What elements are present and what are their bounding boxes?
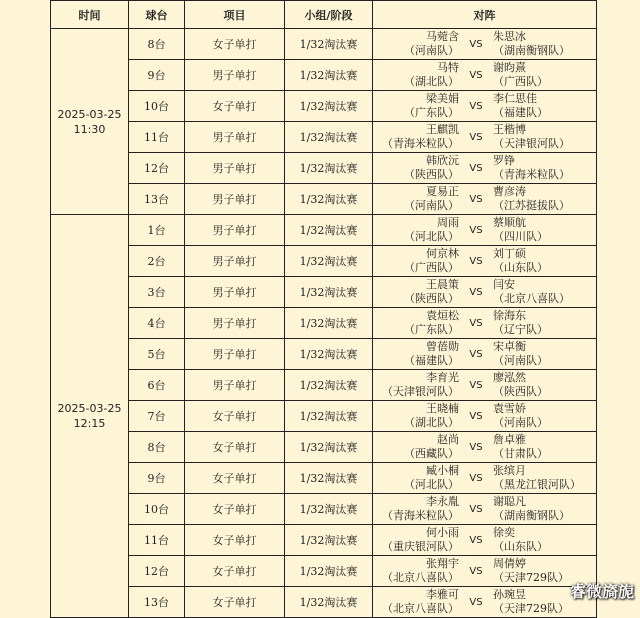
player-1-team: （青海米粒队） — [382, 137, 459, 150]
player-2-team: （甘肃队） — [493, 447, 548, 460]
stage-name: 1/32淘汰赛 — [285, 463, 373, 494]
player-1-name: 王晓楠 — [426, 402, 459, 415]
vs-label: VS — [469, 131, 483, 143]
event-name: 女子单打 — [185, 91, 285, 122]
matchup-cell — [373, 91, 597, 122]
player-2-team: （黑龙江银河队） — [493, 478, 581, 491]
player-2-team: （天津729队） — [493, 571, 569, 584]
matchup-cell — [373, 215, 597, 246]
table-row — [51, 494, 597, 525]
player-2-name: 袁雪娇 — [493, 402, 526, 415]
stage-name: 1/32淘汰赛 — [285, 556, 373, 587]
event-name: 女子单打 — [185, 463, 285, 494]
player-1-name: 李永胤 — [426, 495, 459, 508]
player-2 — [493, 247, 579, 275]
vs-label: VS — [469, 379, 483, 391]
stage-name: 1/32淘汰赛 — [285, 525, 373, 556]
matchup-cell — [373, 339, 597, 370]
matchup-cell — [373, 29, 597, 60]
player-2-team: （湖南衡钢队） — [493, 44, 570, 57]
table-row — [51, 122, 597, 153]
table-number: 12台 — [129, 556, 185, 587]
watermark: 睿微旖旎 — [569, 582, 634, 601]
player-2-team: （山东队） — [493, 540, 548, 553]
player-1 — [373, 123, 459, 151]
table-number: 3台 — [129, 277, 185, 308]
player-2 — [493, 526, 579, 554]
player-2-name: 王楷博 — [493, 123, 526, 136]
table-number: 9台 — [129, 463, 185, 494]
matchup-cell — [373, 587, 597, 618]
table-row — [51, 370, 597, 401]
stage-name: 1/32淘汰赛 — [285, 153, 373, 184]
vs-label: VS — [469, 224, 483, 236]
table-row — [51, 587, 597, 618]
player-1 — [373, 30, 459, 58]
player-2 — [493, 123, 579, 151]
player-2-team: （河南队） — [493, 354, 548, 367]
matchup-cell — [373, 277, 597, 308]
player-2-team: （江苏挺拔队） — [493, 199, 570, 212]
table-row — [51, 556, 597, 587]
table-number: 4台 — [129, 308, 185, 339]
stage-name: 1/32淘汰赛 — [285, 587, 373, 618]
vs-label: VS — [469, 596, 483, 608]
player-2 — [493, 340, 579, 368]
player-2-name: 徐海东 — [493, 309, 526, 322]
player-2-name: 徐奕 — [493, 526, 515, 539]
matchup-cell — [373, 401, 597, 432]
schedule-table — [50, 0, 597, 618]
player-1-team: （湖北队） — [404, 416, 459, 429]
player-1-name: 夏易正 — [426, 185, 459, 198]
stage-name: 1/32淘汰赛 — [285, 60, 373, 91]
player-1-team: （陕西队） — [404, 292, 459, 305]
player-1 — [373, 433, 459, 461]
player-2-name: 宋卓衡 — [493, 340, 526, 353]
table-row — [51, 246, 597, 277]
player-1 — [373, 92, 459, 120]
stage-name: 1/32淘汰赛 — [285, 432, 373, 463]
matchup-cell — [373, 153, 597, 184]
player-1 — [373, 526, 459, 554]
vs-label: VS — [469, 286, 483, 298]
player-1 — [373, 402, 459, 430]
stage-name: 1/32淘汰赛 — [285, 370, 373, 401]
player-2-name: 闫安 — [493, 278, 515, 291]
matchup-cell — [373, 246, 597, 277]
player-2-name: 蔡顺航 — [493, 216, 526, 229]
event-name: 女子单打 — [185, 556, 285, 587]
header-event: 项目 — [185, 1, 285, 29]
event-name: 男子单打 — [185, 122, 285, 153]
table-number: 13台 — [129, 184, 185, 215]
player-1-team: （广西队） — [404, 261, 459, 274]
stage-name: 1/32淘汰赛 — [285, 246, 373, 277]
player-2-name: 詹卓雅 — [493, 433, 526, 446]
table-row — [51, 525, 597, 556]
vs-label: VS — [469, 410, 483, 422]
matchup-cell — [373, 494, 597, 525]
stage-name: 1/32淘汰赛 — [285, 494, 373, 525]
player-2 — [493, 61, 579, 89]
player-2-team: （陕西队） — [493, 385, 548, 398]
player-2-team: （湖南衡钢队） — [493, 509, 570, 522]
header-stage: 小组/阶段 — [285, 1, 373, 29]
vs-label: VS — [469, 38, 483, 50]
vs-label: VS — [469, 69, 483, 81]
player-1-name: 周雨 — [437, 216, 459, 229]
player-1-name: 韩欣沅 — [426, 154, 459, 167]
player-1 — [373, 247, 459, 275]
header-row — [51, 1, 597, 29]
stage-name: 1/32淘汰赛 — [285, 184, 373, 215]
player-2-name: 谢昀熹 — [493, 61, 526, 74]
player-1-name: 臧小桐 — [426, 464, 459, 477]
stage-name: 1/32淘汰赛 — [285, 308, 373, 339]
player-1-team: （福建队） — [404, 354, 459, 367]
player-1 — [373, 371, 459, 399]
matchup-cell — [373, 60, 597, 91]
event-name: 女子单打 — [185, 525, 285, 556]
event-name: 男子单打 — [185, 153, 285, 184]
player-2 — [493, 216, 579, 244]
player-2 — [493, 402, 579, 430]
player-1-name: 李雅可 — [426, 588, 459, 601]
player-2-team: （辽宁队） — [493, 323, 548, 336]
player-2-team: （青海米粒队） — [493, 168, 570, 181]
player-2-team: （北京八喜队） — [493, 292, 570, 305]
time-cell — [51, 29, 129, 215]
event-name: 女子单打 — [185, 401, 285, 432]
vs-label: VS — [469, 100, 483, 112]
player-2-name: 廖泓然 — [493, 371, 526, 384]
player-1-name: 张翔宇 — [426, 557, 459, 570]
table-number: 12台 — [129, 153, 185, 184]
event-name: 女子单打 — [185, 494, 285, 525]
player-1-team: （青海米粒队） — [382, 509, 459, 522]
matchup-cell — [373, 556, 597, 587]
vs-label: VS — [469, 472, 483, 484]
schedule-body — [51, 29, 597, 618]
player-1-team: （重庆银河队） — [382, 540, 459, 553]
player-1 — [373, 216, 459, 244]
player-1-team: （湖北队） — [404, 75, 459, 88]
event-name: 男子单打 — [185, 184, 285, 215]
player-2-name: 罗铮 — [493, 154, 515, 167]
player-2 — [493, 154, 579, 182]
table-row — [51, 29, 597, 60]
player-2 — [493, 495, 579, 523]
header-time: 时间 — [51, 1, 129, 29]
player-2 — [493, 278, 579, 306]
player-1-team: （广东队） — [404, 106, 459, 119]
player-2-name: 周倩婷 — [493, 557, 526, 570]
player-1 — [373, 278, 459, 306]
matchup-cell — [373, 370, 597, 401]
table-row — [51, 184, 597, 215]
match-time: 12:15 — [73, 417, 106, 430]
player-2-name: 朱思冰 — [493, 30, 526, 43]
table-number: 13台 — [129, 587, 185, 618]
player-1-name: 王麒凯 — [426, 123, 459, 136]
player-1-team: （北京八喜队） — [382, 571, 459, 584]
table-number: 11台 — [129, 525, 185, 556]
event-name: 男子单打 — [185, 308, 285, 339]
player-1-team: （广东队） — [404, 323, 459, 336]
stage-name: 1/32淘汰赛 — [285, 29, 373, 60]
event-name: 男子单打 — [185, 246, 285, 277]
player-1-team: （河北队） — [404, 230, 459, 243]
player-1-name: 袁烜松 — [426, 309, 459, 322]
vs-label: VS — [469, 255, 483, 267]
matchup-cell — [373, 432, 597, 463]
player-1-name: 梁美娟 — [426, 92, 459, 105]
player-2-team: （福建队） — [493, 106, 548, 119]
event-name: 女子单打 — [185, 587, 285, 618]
player-1 — [373, 340, 459, 368]
player-1 — [373, 309, 459, 337]
player-1 — [373, 154, 459, 182]
player-1-name: 王晨策 — [426, 278, 459, 291]
event-name: 男子单打 — [185, 277, 285, 308]
player-2-team: （四川队） — [493, 230, 548, 243]
player-2-name: 刘丁硕 — [493, 247, 526, 260]
stage-name: 1/32淘汰赛 — [285, 122, 373, 153]
table-number: 6台 — [129, 370, 185, 401]
player-2-team: （山东队） — [493, 261, 548, 274]
match-time: 11:30 — [73, 122, 106, 136]
player-2-team: （广西队） — [493, 75, 548, 88]
match-date: 2025-03-25 — [57, 107, 122, 121]
vs-label: VS — [469, 348, 483, 360]
vs-label: VS — [469, 503, 483, 515]
player-2 — [493, 464, 579, 492]
vs-label: VS — [469, 534, 483, 546]
player-2-team: （河南队） — [493, 416, 548, 429]
table-number: 7台 — [129, 401, 185, 432]
event-name: 女子单打 — [185, 29, 285, 60]
player-1 — [373, 495, 459, 523]
player-2-team: （天津银河队） — [493, 137, 570, 150]
player-1-team: （河北队） — [404, 478, 459, 491]
header-match: 对阵 — [373, 1, 597, 29]
player-2-name: 李仁思佳 — [493, 92, 537, 105]
table-row — [51, 401, 597, 432]
table-row — [51, 463, 597, 494]
table-row — [51, 60, 597, 91]
table-number: 8台 — [129, 432, 185, 463]
player-2 — [493, 92, 579, 120]
table-number: 9台 — [129, 60, 185, 91]
header-table: 球台 — [129, 1, 185, 29]
table-number: 2台 — [129, 246, 185, 277]
time-cell — [51, 215, 129, 618]
vs-label: VS — [469, 565, 483, 577]
stage-name: 1/32淘汰赛 — [285, 401, 373, 432]
player-1-name: 曾蓓勋 — [426, 340, 459, 353]
player-2 — [493, 433, 579, 461]
table-row — [51, 277, 597, 308]
event-name: 男子单打 — [185, 60, 285, 91]
player-1-team: （陕西队） — [404, 168, 459, 181]
player-1-name: 李育光 — [426, 371, 459, 384]
player-1 — [373, 464, 459, 492]
table-row — [51, 339, 597, 370]
player-2 — [493, 185, 579, 213]
player-1-team: （河南队） — [404, 199, 459, 212]
player-1-name: 马菀含 — [426, 30, 459, 43]
event-name: 男子单打 — [185, 370, 285, 401]
matchup-cell — [373, 308, 597, 339]
player-1-name: 何京林 — [426, 247, 459, 260]
player-1-team: （北京八喜队） — [382, 602, 459, 615]
player-1 — [373, 61, 459, 89]
matchup-cell — [373, 184, 597, 215]
player-2 — [493, 309, 579, 337]
table-number: 11台 — [129, 122, 185, 153]
vs-label: VS — [469, 317, 483, 329]
table-number: 1台 — [129, 215, 185, 246]
player-2 — [493, 371, 579, 399]
stage-name: 1/32淘汰赛 — [285, 339, 373, 370]
table-row — [51, 91, 597, 122]
matchup-cell — [373, 122, 597, 153]
vs-label: VS — [469, 441, 483, 453]
player-1 — [373, 185, 459, 213]
table-number: 10台 — [129, 91, 185, 122]
table-row — [51, 153, 597, 184]
table-row — [51, 308, 597, 339]
match-date: 2025-03-25 — [57, 402, 122, 415]
player-2 — [493, 30, 579, 58]
stage-name: 1/32淘汰赛 — [285, 215, 373, 246]
table-number: 10台 — [129, 494, 185, 525]
table-number: 5台 — [129, 339, 185, 370]
event-name: 男子单打 — [185, 215, 285, 246]
table-row — [51, 215, 597, 246]
player-2-team: （天津729队） — [493, 602, 569, 615]
player-1-name: 马特 — [437, 61, 459, 74]
stage-name: 1/32淘汰赛 — [285, 91, 373, 122]
player-2 — [493, 588, 579, 616]
player-2-name: 张缤月 — [493, 464, 526, 477]
player-2-name: 孙琬昱 — [493, 588, 526, 601]
player-1-team: （西藏队） — [404, 447, 459, 460]
player-2 — [493, 557, 579, 585]
player-1-team: （河南队） — [404, 44, 459, 57]
table-row — [51, 432, 597, 463]
matchup-cell — [373, 463, 597, 494]
player-2-name: 曹彦涛 — [493, 185, 526, 198]
player-2-name: 谢聪凡 — [493, 495, 526, 508]
stage-name: 1/32淘汰赛 — [285, 277, 373, 308]
player-1-team: （天津银河队） — [382, 385, 459, 398]
player-1-name: 何小雨 — [426, 526, 459, 539]
matchup-cell — [373, 525, 597, 556]
player-1 — [373, 557, 459, 585]
table-number: 8台 — [129, 29, 185, 60]
vs-label: VS — [469, 193, 483, 205]
player-1 — [373, 588, 459, 616]
vs-label: VS — [469, 162, 483, 174]
event-name: 女子单打 — [185, 432, 285, 463]
player-1-name: 赵尚 — [437, 433, 459, 446]
event-name: 男子单打 — [185, 339, 285, 370]
